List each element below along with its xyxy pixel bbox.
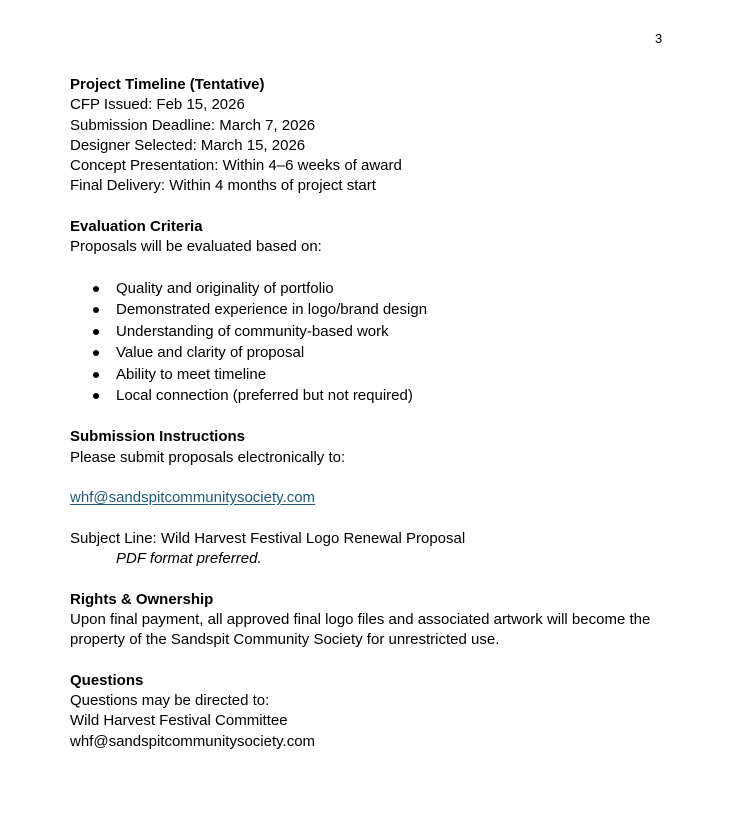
spacer: [70, 651, 680, 671]
evaluation-heading: Evaluation Criteria: [70, 218, 203, 236]
list-item: [70, 385, 680, 407]
criteria-text: Local connection (preferred but not required): [116, 387, 413, 405]
criteria-text: Ability to meet timeline: [116, 365, 267, 383]
bullet-icon: [93, 393, 99, 399]
questions-intro: Questions may be directed to:: [70, 692, 270, 710]
rights-text: Upon final payment, all approved final logo files and associated artwork will become the property of the Sandspit Community Society for unrestricted use.: [70, 610, 651, 649]
submission-section: [70, 427, 680, 569]
document-body: [70, 75, 680, 752]
format-note: PDF format preferred.: [116, 550, 262, 568]
spacer: [70, 197, 680, 217]
criteria-text: Demonstrated experience in logo/brand design: [116, 301, 428, 319]
list-item: [70, 278, 680, 300]
criteria-text: Quality and originality of portfolio: [116, 279, 334, 297]
spacer: [70, 468, 680, 488]
bullet-icon: [93, 286, 99, 292]
timeline-item-concept-presentation: Concept Presentation: Within 4–6 weeks of award: [70, 157, 402, 175]
list-item: [70, 342, 680, 364]
spacer: [70, 508, 680, 528]
page-number: 3: [655, 31, 663, 46]
criteria-text: Understanding of community-based work: [116, 322, 389, 340]
spacer: [70, 258, 680, 278]
submission-intro: Please submit proposals electronically to:: [70, 448, 346, 466]
criteria-list: [70, 278, 680, 407]
questions-heading: Questions: [70, 671, 144, 689]
spacer: [70, 407, 680, 427]
timeline-item-submission-deadline: Submission Deadline: March 7, 2026: [70, 116, 316, 134]
list-item: [70, 299, 680, 321]
list-item: [70, 364, 680, 386]
criteria-text: Value and clarity of proposal: [116, 344, 305, 362]
bullet-icon: [93, 329, 99, 335]
rights-section: [70, 590, 680, 651]
timeline-item-designer-selected: Designer Selected: March 15, 2026: [70, 136, 306, 154]
subject-line: Subject Line: Wild Harvest Festival Logo Renewal Proposal: [70, 529, 466, 547]
timeline-item-cfp-issued: CFP Issued: Feb 15, 2026: [70, 96, 245, 114]
submission-email-link[interactable]: whf@sandspitcommunitysociety.com: [70, 489, 316, 507]
list-item: [70, 321, 680, 343]
evaluation-intro: Proposals will be evaluated based on:: [70, 238, 322, 256]
bullet-icon: [93, 350, 99, 356]
rights-heading: Rights & Ownership: [70, 590, 214, 608]
contact-name: Wild Harvest Festival Committee: [70, 712, 288, 730]
timeline-item-final-delivery: Final Delivery: Within 4 months of project start: [70, 177, 376, 195]
bullet-icon: [93, 372, 99, 378]
contact-email: whf@sandspitcommunitysociety.com: [70, 732, 316, 750]
questions-section: [70, 671, 680, 752]
evaluation-section: [70, 217, 680, 407]
spacer: [70, 569, 680, 589]
timeline-heading: Project Timeline (Tentative): [70, 76, 265, 93]
timeline-section: [70, 75, 680, 197]
submission-heading: Submission Instructions: [70, 428, 246, 446]
bullet-icon: [93, 307, 99, 313]
